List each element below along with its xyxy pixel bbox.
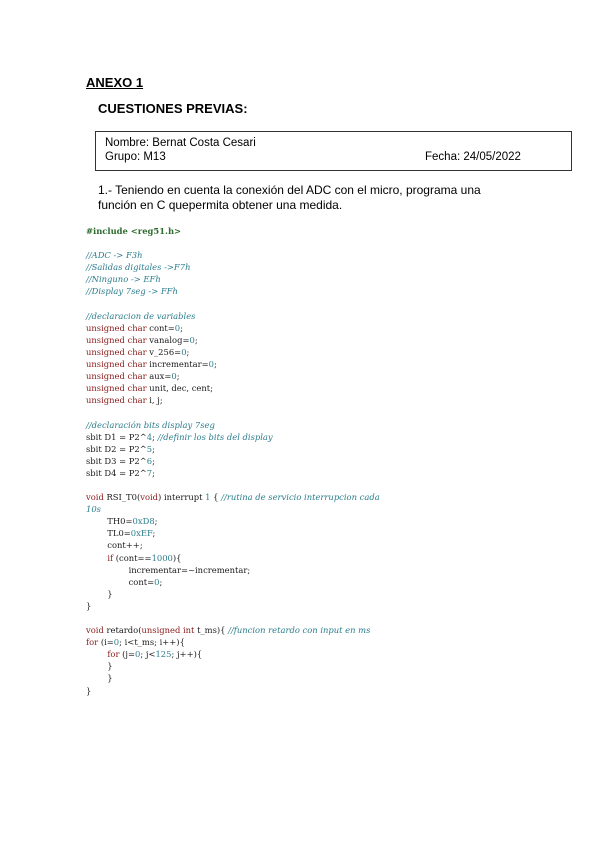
code-line [86, 564, 380, 576]
code-token: } [86, 685, 92, 696]
code-token: aux= [146, 371, 172, 382]
code-token: ; [152, 467, 155, 478]
code-line [86, 273, 380, 285]
code-token: for [107, 649, 120, 660]
code-token: ; j++){ [171, 649, 203, 660]
code-line [86, 636, 380, 648]
code-line [86, 685, 380, 697]
code-token: ; [152, 528, 156, 539]
code-token: (cont== [113, 552, 152, 563]
code-line [86, 455, 380, 467]
code-token: ; [194, 334, 198, 345]
code-token: 0 [135, 649, 141, 660]
code-token: //Ninguno -> EFh [86, 274, 161, 285]
code-token: cont++; [86, 540, 143, 551]
code-line [86, 249, 380, 261]
code-line [86, 285, 380, 297]
annex-heading: ANEXO 1 [86, 75, 144, 90]
code-token: RSI_T0( [103, 492, 141, 503]
code-token: } [86, 661, 113, 672]
code-line [86, 552, 380, 564]
code-token: 1 [205, 492, 211, 503]
student-group: Grupo: M13 [105, 151, 166, 163]
code-line [86, 406, 380, 418]
code-line [86, 515, 380, 527]
code-token: { [210, 492, 222, 503]
code-token: 0 [208, 359, 214, 370]
code-token: 0 [154, 576, 160, 587]
code-token: sbit D1 = P2^ [86, 431, 147, 442]
code-token: 7 [146, 467, 153, 478]
code-token: 0 [181, 346, 187, 357]
code-token: //declaración bits display 7seg [86, 419, 215, 430]
code-token: ; [176, 371, 180, 382]
code-token: ; [214, 359, 217, 370]
code-line [86, 298, 380, 310]
code-token: 4 [146, 431, 153, 442]
code-token: 0 [113, 637, 120, 648]
code-token: 5 [146, 443, 153, 454]
code-token: 0 [171, 371, 177, 382]
code-token: } [86, 673, 113, 684]
code-line [86, 600, 380, 612]
code-token: //definir los bits del display [157, 431, 273, 442]
code-token: cont= [146, 322, 175, 333]
code-token: t_ms){ [194, 625, 229, 636]
code-token: //Display 7seg -> FFh [86, 286, 178, 297]
code-token: ; [186, 346, 190, 357]
code-token: ; [152, 443, 155, 454]
code-line [86, 648, 380, 660]
code-line [86, 479, 380, 491]
code-token [86, 649, 107, 659]
code-token: unsigned char [86, 371, 147, 382]
code-token: //ADC -> F3h [86, 250, 143, 261]
code-line [86, 588, 380, 600]
code-token: 10s [86, 504, 101, 515]
code-line [86, 672, 380, 684]
code-token: unsigned char [86, 395, 147, 406]
code-token: for [86, 637, 99, 648]
code-token: TL0= [86, 528, 131, 539]
code-token: ; [152, 431, 158, 442]
submission-date: Fecha: 24/05/2022 [425, 151, 521, 163]
code-line [86, 503, 380, 515]
code-token: if [107, 552, 114, 563]
code-token: TH0= [86, 516, 133, 527]
code-token: i, j; [146, 395, 163, 406]
code-line [86, 576, 380, 588]
code-line [86, 467, 380, 479]
code-line [86, 310, 380, 322]
code-line [86, 527, 380, 539]
code-token: #include [86, 226, 131, 236]
code-token: (i= [98, 637, 114, 648]
code-token: ){ [172, 552, 182, 563]
code-token: unsigned char [86, 322, 147, 333]
code-line [86, 334, 380, 346]
code-token: 0xD8 [132, 516, 155, 527]
code-line [86, 322, 380, 334]
code-token: } [86, 600, 92, 611]
code-token: void [86, 492, 104, 503]
code-token: unsigned char [86, 359, 147, 370]
code-line [86, 237, 380, 249]
code-line [86, 382, 380, 394]
code-token: //funcion retardo con input en ms [228, 625, 371, 636]
code-token: ) interrupt [158, 492, 206, 503]
code-token: ; j< [140, 649, 156, 660]
code-line [86, 346, 380, 358]
code-token: unsigned char [86, 383, 147, 394]
student-info-box [95, 131, 572, 171]
code-line [86, 431, 380, 443]
code-token: (j= [119, 649, 136, 660]
code-token: ; [152, 455, 155, 466]
code-token: 0 [189, 334, 195, 345]
code-token: incrementar= [146, 359, 209, 370]
code-token: sbit D4 = P2^ [86, 467, 147, 478]
code-token: cont= [86, 576, 155, 587]
code-token: 1000 [151, 552, 173, 563]
code-token: //declaracion de variables [86, 310, 196, 321]
code-line [86, 358, 380, 370]
code-token: sbit D3 = P2^ [86, 455, 147, 466]
code-token: 6 [146, 455, 153, 466]
section-heading: CUESTIONES PREVIAS: [98, 101, 248, 116]
code-token: 0 [174, 322, 181, 333]
student-name: Nombre: Bernat Costa Cesari [105, 137, 256, 149]
code-line [86, 491, 380, 503]
code-token: incrementar=~incrementar; [86, 564, 251, 575]
code-line [86, 394, 380, 406]
code-token: retardo( [103, 625, 142, 636]
code-line [86, 370, 380, 382]
code-token: sbit D2 = P2^ [86, 443, 147, 454]
code-line [86, 660, 380, 672]
code-token: void [140, 492, 159, 503]
code-token: 125 [155, 649, 172, 660]
code-token: vanalog= [146, 334, 190, 345]
code-token: ; [180, 322, 183, 333]
code-token: v_256= [146, 346, 182, 357]
code-token: ; [159, 576, 163, 587]
code-token: void [86, 625, 104, 636]
code-line [86, 612, 380, 624]
code-token: 0xEF [130, 528, 153, 539]
code-token: //rutina de servicio interrupcion cada [221, 492, 380, 503]
question-text: 1.- Teniendo en cuenta la conexión del ADC con el micro, programa una función en C quepermita obtener una medida. [98, 183, 481, 212]
code-line [86, 443, 380, 455]
code-line [86, 624, 380, 636]
code-token: unsigned char [86, 334, 147, 345]
code-token: } [86, 588, 113, 599]
code-line [86, 419, 380, 431]
code-token: unsigned int [141, 625, 195, 636]
code-listing [86, 225, 380, 697]
code-token [86, 553, 107, 563]
code-line [86, 225, 380, 237]
code-token: <reg51.h> [130, 226, 182, 236]
code-token: //Salidas digitales ->F7h [86, 262, 191, 273]
code-token: unsigned char [86, 346, 147, 357]
code-line [86, 539, 380, 551]
code-line [86, 261, 380, 273]
code-token: ; i<t_ms; i++){ [119, 637, 185, 648]
code-token: ; [154, 516, 158, 527]
code-token: unit, dec, cent; [146, 383, 213, 394]
